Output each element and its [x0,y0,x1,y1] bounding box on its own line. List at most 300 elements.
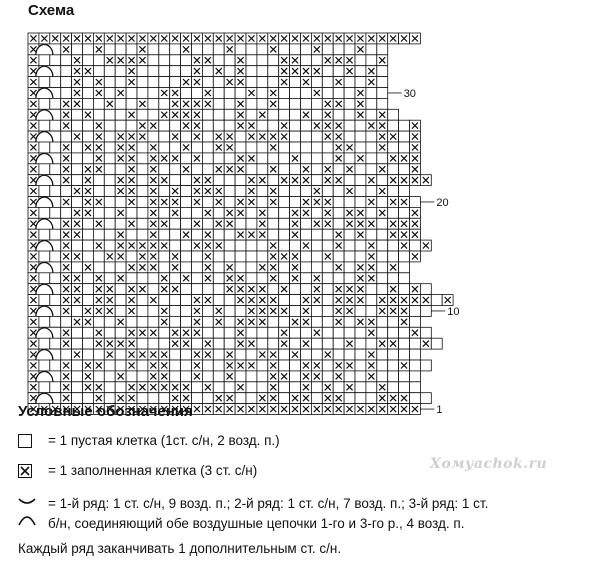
chart-cell [72,55,83,66]
chart-cell [399,229,410,240]
chart-cell [410,382,421,393]
chart-cell [235,404,246,415]
chart-cell [104,44,115,55]
chart-cell [28,120,39,131]
chart-cell [83,240,94,251]
chart-cell [170,109,181,120]
chart-cell [170,316,181,327]
chart-cell [137,120,148,131]
chart-cell [257,371,268,382]
chart-cell [268,360,279,371]
chart-cell [72,218,83,229]
chart-cell [39,251,50,262]
chart-cell [115,164,126,175]
chart-cell [311,229,322,240]
chart-cell [170,382,181,393]
chart-cell [170,393,181,404]
chart-cell [301,306,312,317]
chart-cell [115,306,126,317]
chart-cell [159,66,170,77]
chart-cell [235,120,246,131]
chart-cell [181,360,192,371]
chart-cell [213,349,224,360]
chart-cell [39,77,50,88]
chart-cell [333,327,344,338]
chart-cell [137,229,148,240]
chart-cell [170,371,181,382]
chart-cell [366,371,377,382]
chart-cell [355,120,366,131]
chart-cell [83,229,94,240]
chart-cell [213,197,224,208]
chart-cell [181,120,192,131]
chart-cell [399,393,410,404]
chart-cell [104,382,115,393]
chart-cell [28,295,39,306]
chart-cell [137,175,148,186]
chart-cell [61,153,72,164]
chart-cell [83,338,94,349]
chart-cell [159,207,170,218]
chart-cell [420,360,431,371]
chart-cell [301,273,312,284]
chart-cell [301,284,312,295]
chart-cell [159,175,170,186]
chart-cell [224,164,235,175]
chart-cell [377,229,388,240]
chart-cell [93,207,104,218]
chart-cell [279,88,290,99]
chart-cell [279,360,290,371]
chart-cell [420,327,431,338]
chart-cell [159,273,170,284]
chart-cell [246,98,257,109]
chart-cell [257,273,268,284]
chart-cell [148,88,159,99]
chart-cell [399,327,410,338]
chart-cell [202,371,213,382]
chart-cell [322,88,333,99]
chart-cell [322,142,333,153]
chart-cell [28,207,39,218]
chart-cell [246,229,257,240]
chart-cell [224,306,235,317]
chart-cell [126,382,137,393]
chart-cell [301,164,312,175]
chart-cell [388,218,399,229]
chart-cell [344,55,355,66]
chart-cell [224,77,235,88]
chart-cell [279,207,290,218]
chart-cell [28,142,39,153]
chart-cell [311,175,322,186]
chart-cell [115,240,126,251]
chart-cell [213,306,224,317]
chart-cell [50,142,61,153]
chart-cell [290,153,301,164]
chart-cell [399,338,410,349]
chart-cell [61,273,72,284]
chart-cell [159,98,170,109]
chart-cell [181,153,192,164]
chart-cell [61,197,72,208]
chart-cell [268,44,279,55]
chart-cell [202,98,213,109]
chart-cell [410,33,421,44]
chart-cell [235,33,246,44]
chart-cell [93,327,104,338]
chart-cell [224,175,235,186]
chart-cell [72,98,83,109]
chart-cell [322,262,333,273]
chart-cell [202,186,213,197]
chart-cell [159,164,170,175]
chart-cell [202,88,213,99]
chart-cell [39,164,50,175]
chart-cell [192,55,203,66]
chart-cell [377,120,388,131]
chart-cell [344,229,355,240]
chart-cell [159,186,170,197]
chart-cell [235,55,246,66]
chart-cell [311,316,322,327]
chart-cell [410,393,421,404]
chart-cell [344,98,355,109]
chart-cell [290,44,301,55]
chart-cell [39,207,50,218]
chart-cell [333,207,344,218]
chart-cell [115,186,126,197]
chart-cell [181,393,192,404]
chart-cell [246,240,257,251]
chart-cell [301,327,312,338]
chart-cell [246,164,257,175]
chart-cell [311,360,322,371]
chart-cell [311,66,322,77]
chart-cell [148,120,159,131]
chart-cell [50,77,61,88]
chart-cell [355,109,366,120]
chart-cell [72,77,83,88]
chart-cell [279,164,290,175]
chart-cell [192,44,203,55]
chart-cell [268,164,279,175]
chart-cell [366,44,377,55]
chart-cell [137,393,148,404]
chart-cell [159,393,170,404]
chart-cell [290,77,301,88]
chart-cell [50,273,61,284]
chart-cell [181,197,192,208]
chart-cell [126,142,137,153]
chart-cell [115,33,126,44]
chart-cell [213,382,224,393]
chart-cell [355,327,366,338]
chart-cell [290,295,301,306]
chart-cell [333,284,344,295]
chart-cell [61,175,72,186]
chart-cell [311,33,322,44]
chart-cell [83,66,94,77]
chart-cell [355,284,366,295]
chart-cell [410,371,421,382]
chart-cell [170,327,181,338]
chart-cell [333,262,344,273]
chart-cell [93,131,104,142]
chart-cell [344,327,355,338]
chart-cell [344,131,355,142]
chart-cell [61,229,72,240]
chart-cell [181,88,192,99]
chart-cell [388,186,399,197]
chart-cell [344,306,355,317]
chart-cell [192,393,203,404]
chart-cell [170,164,181,175]
legend-empty-label: = 1 пустая клетка (1ст. с/н, 2 возд. п.) [48,433,280,448]
chart-cell [148,77,159,88]
chart-cell [366,197,377,208]
chart-cell [159,142,170,153]
chart-cell [388,229,399,240]
chart-cell [333,295,344,306]
chart-cell [39,186,50,197]
chart-cell [268,186,279,197]
chart-cell [115,251,126,262]
chart-cell [246,33,257,44]
chart-cell [290,338,301,349]
chart-cell [355,218,366,229]
chart-cell [388,175,399,186]
chart-cell [355,164,366,175]
chart-cell [224,218,235,229]
chart-cell [181,207,192,218]
chart-cell [377,371,388,382]
filled-cell-icon [18,464,32,478]
chart-cell [420,338,431,349]
chart-cell [377,393,388,404]
chart-cell [137,77,148,88]
chart-cell [388,371,399,382]
chart-cell [126,349,137,360]
chart-cell [181,44,192,55]
chart-cell [202,404,213,415]
chart-cell [257,404,268,415]
chart-cell [61,55,72,66]
chart-cell [322,251,333,262]
chart-cell [322,66,333,77]
chart-cell [159,251,170,262]
chart-cell [137,327,148,338]
chart-cell [93,55,104,66]
chart-cell [355,306,366,317]
chart-cell [322,284,333,295]
chart-cell [246,55,257,66]
chart-cell [83,44,94,55]
chart-cell [213,327,224,338]
chart-cell [224,262,235,273]
chart-cell [344,316,355,327]
chart-cell [246,88,257,99]
chart-cell [355,142,366,153]
chart-cell [213,77,224,88]
chart-cell [399,33,410,44]
chart-cell [377,284,388,295]
chart-cell [115,316,126,327]
chart-cell [115,120,126,131]
chart-cell [104,316,115,327]
chart-cell [50,207,61,218]
chart-cell [322,164,333,175]
chart-cell [355,251,366,262]
chart-cell [50,164,61,175]
chart-cell [322,316,333,327]
chart-cell [137,33,148,44]
chart-cell [83,197,94,208]
chart-cell [202,393,213,404]
chart-cell [377,109,388,120]
chart-cell [399,262,410,273]
chart-cell [235,197,246,208]
chart-cell [104,98,115,109]
chart-cell [322,371,333,382]
chart-cell [355,88,366,99]
chart-cell [137,349,148,360]
chart-cell [388,306,399,317]
chart-cell [290,207,301,218]
chart-cell [137,153,148,164]
chart-cell [268,153,279,164]
chart-cell [366,175,377,186]
chart-cell [213,262,224,273]
chart-cell [399,142,410,153]
chart-cell [246,218,257,229]
chart-cell [83,371,94,382]
chart-cell [366,120,377,131]
chart-cell [322,207,333,218]
chart-cell [192,262,203,273]
chart-cell [61,44,72,55]
chart-cell [28,316,39,327]
chart-cell [355,262,366,273]
chart-cell [192,349,203,360]
chart-cell [159,131,170,142]
chart-cell [93,142,104,153]
chart-cell [311,295,322,306]
chart-cell [311,120,322,131]
chart-cell [246,120,257,131]
chart-cell [311,44,322,55]
chart-cell [28,98,39,109]
chart-cell [93,262,104,273]
chart-cell [399,186,410,197]
chart-cell [377,186,388,197]
chart-cell [202,338,213,349]
chart-cell [61,98,72,109]
chart-cell [355,404,366,415]
chart-cell [366,109,377,120]
chart-cell [104,360,115,371]
chart-cell [322,349,333,360]
chart-cell [257,197,268,208]
chart-cell [181,327,192,338]
chart-cell [213,44,224,55]
chart-cell [61,338,72,349]
chart-cell [148,338,159,349]
chart-cell [388,360,399,371]
chart-cell [148,371,159,382]
chart-cell [235,327,246,338]
chart-cell [202,175,213,186]
chart-cell [170,131,181,142]
chart-cell [268,262,279,273]
chart-cell [235,186,246,197]
chart-cell [235,77,246,88]
chart-cell [377,338,388,349]
chart-cell [366,382,377,393]
chart-cell [39,55,50,66]
chart-cell [224,44,235,55]
chart-cell [104,229,115,240]
chart-cell [224,142,235,153]
chart-cell [213,295,224,306]
chart-cell [104,197,115,208]
chart-cell [377,404,388,415]
chart-cell [72,186,83,197]
chart-cell [268,218,279,229]
chart-cell [159,55,170,66]
chart-cell [104,109,115,120]
chart-cell [159,338,170,349]
chart-cell [311,284,322,295]
chart-cell [366,186,377,197]
chart-cell [235,338,246,349]
chart-cell [399,120,410,131]
chart-cell [301,33,312,44]
chart-cell [192,240,203,251]
chart-cell [93,164,104,175]
chart-cell [72,197,83,208]
chart-cell [355,382,366,393]
chart-cell [202,77,213,88]
chart-cell [322,327,333,338]
chart-cell [377,164,388,175]
chart-cell [301,316,312,327]
chart-cell [301,44,312,55]
chart-cell [137,164,148,175]
chart-cell [72,295,83,306]
chart-cell [61,295,72,306]
chart-cell [181,382,192,393]
chart-cell [202,44,213,55]
chart-cell [366,88,377,99]
chart-cell [290,349,301,360]
chart-cell [344,251,355,262]
chart-cell [148,66,159,77]
chart-cell [72,306,83,317]
chart-cell [28,251,39,262]
chart-cell [61,33,72,44]
chart-cell [355,316,366,327]
chart-cell [301,229,312,240]
chart-cell [257,120,268,131]
chart-cell [224,371,235,382]
chart-cell [170,98,181,109]
chart-cell [388,33,399,44]
chart-cell [148,186,159,197]
chart-cell [410,131,421,142]
chart-cell [268,175,279,186]
chart-cell [224,273,235,284]
